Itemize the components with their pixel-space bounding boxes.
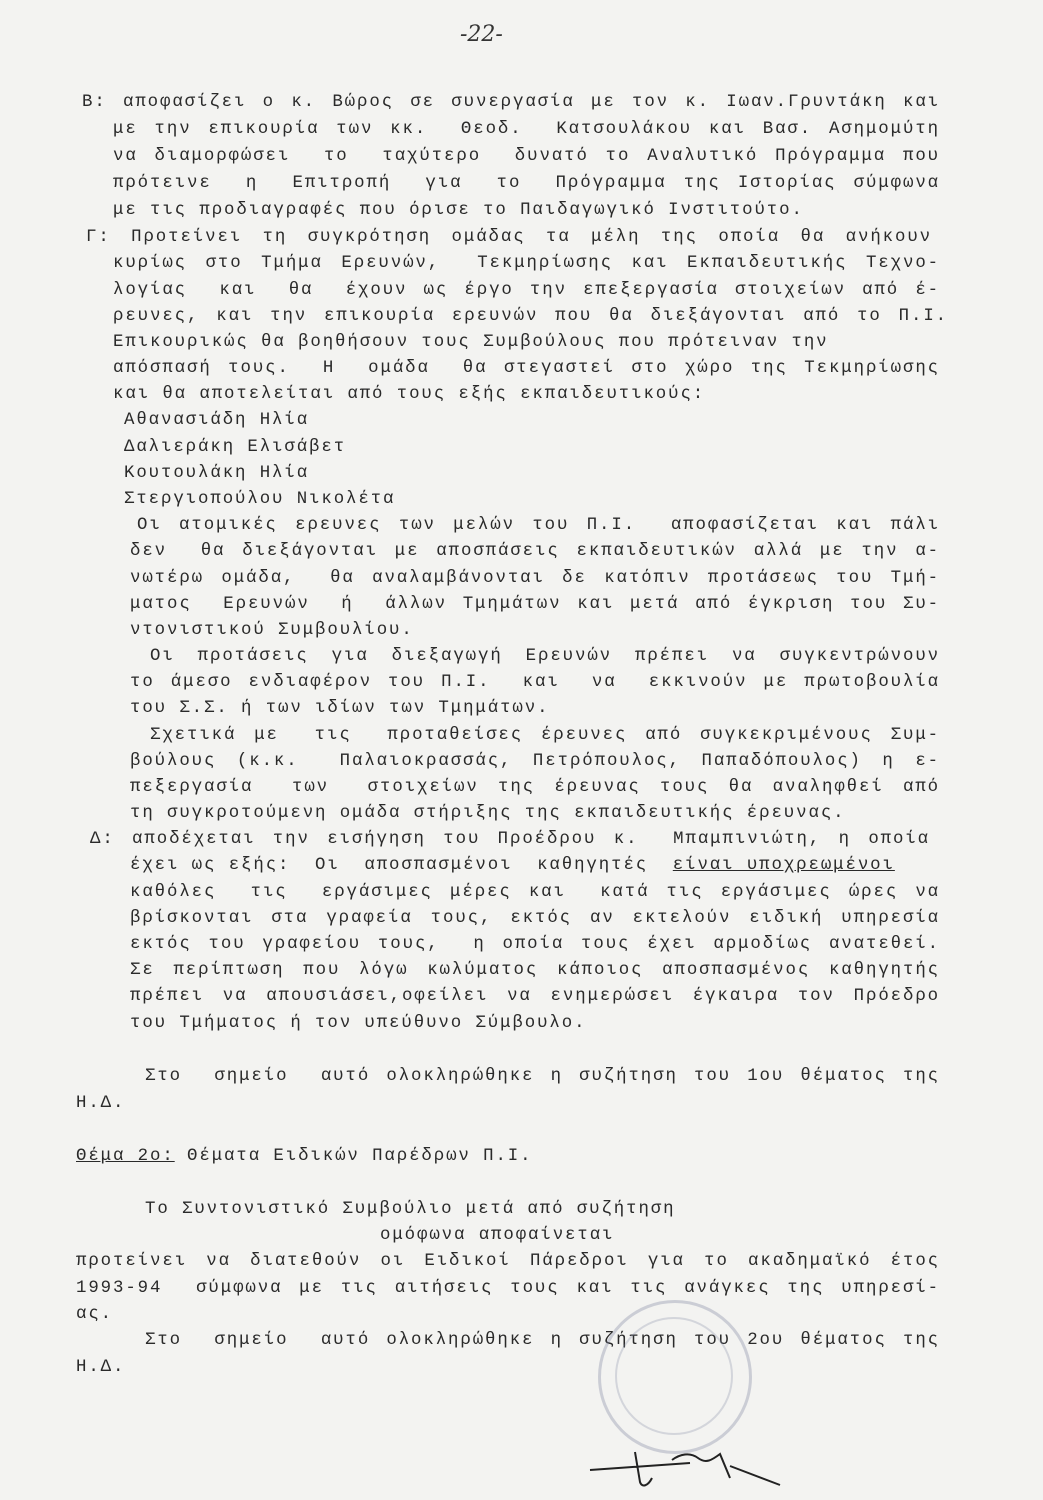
text-line: εκτός του γραφείου τους, η οποία τους έχει αρμοδίως ανατεθεί. (130, 935, 940, 954)
text-line: Σε περίπτωση που λόγω κωλύματος κάποιος αποσπασμένος καθηγητής (130, 961, 940, 980)
text-line: Γ: Προτείνει τη συγκρότηση ομάδας τα μέλη της οποία θα ανήκουν (86, 228, 932, 247)
text-line: απόσπασή τους. Η ομάδα θα στεγαστεί στο χώρο της Τεκμηρίωσης (113, 359, 940, 378)
text-segment: έχει ως εξής: Οι αποσπασμένοι καθηγητές (130, 856, 673, 875)
text-line: νωτέρω ομάδα, θα αναλαμβάνονται δε κατόπιν προτάσεως του Τμή- (130, 569, 940, 588)
text-line: το άμεσο ενδιαφέρον του Π.Ι. και να εκκινούν με πρωτοβουλία (130, 673, 940, 692)
page-number: -22- (460, 22, 503, 47)
text-line: του Τμήματος ή τον υπεύθυνο Σύμβουλο. (130, 1014, 587, 1033)
text-line: ας. (76, 1305, 114, 1324)
text-line: Δ: αποδέχεται την εισήγηση του Προέδρου κ. Μπαμπινιώτη, η οποία (90, 830, 930, 849)
member-name: Κουτουλάκη Ηλία (124, 464, 310, 483)
member-name: Δαλιεράκη Ελισάβετ (124, 438, 347, 457)
text-line: ματος Ερευνών ή άλλων Τμημάτων και μετά από έγκριση του Συ- (130, 595, 940, 614)
text-line: καθόλες τις εργάσιμες μέρες και κατά τις εργάσιμες ώρες να (130, 883, 940, 902)
text-line: πρέπει να απουσιάσει,οφείλει να ενημερώσει έγκαιρα τον Πρόεδρο (130, 987, 940, 1006)
member-name: Στεργιοπούλου Νικολέτα (124, 490, 396, 509)
text-line: πρότεινε η Επιτροπή για το Πρόγραμμα της Ιστορίας σύμφωνα (113, 174, 940, 193)
text-line: με την επικουρία των κκ. Θεοδ. Κατσουλάκου και Βασ. Ασημομύτη (113, 120, 940, 139)
text-line: Η.Δ. (76, 1094, 126, 1113)
text-line: βρίσκονται στα γραφεία τους, εκτός αν εκτελούν ειδική υπηρεσία (130, 909, 940, 928)
text-line: λογίας και θα έχουν ως έργο την επεξεργασία στοιχείων από έ- (113, 281, 940, 300)
text-line: του Σ.Σ. ή των ιδίων των Τμημάτων. (130, 699, 550, 718)
text-line: Σχετικά με τις προταθείσες έρευνες από συγκεκριμένους Συμ- (150, 726, 940, 745)
text-line (130, 855, 940, 877)
text-line: Οι προτάσεις για διεξαγωγή Ερευνών πρέπει να συγκεντρώνουν (150, 647, 940, 666)
text-line: ντονιστικού Συμβουλίου. (130, 621, 414, 640)
text-line: Β: αποφασίζει ο κ. Βώρος σε συνεργασία με τον κ. Ιωαν.Γρυντάκη και (82, 93, 940, 112)
text-line: δεν θα διεξάγονται με αποσπάσεις εκπαιδευτικών αλλά με την α- (130, 542, 940, 561)
underlined-phrase: είναι υποχρεωμένοι (672, 856, 895, 875)
text-line: και θα αποτελείται από τους εξής εκπαιδευτικούς: (113, 385, 706, 404)
text-line: κυρίως στο Τμήμα Ερευνών, Τεκμηρίωσης και Εκπαιδευτικής Τεχνο- (113, 254, 940, 273)
text-line: προτείνει να διατεθούν οι Ειδικοί Πάρεδροι για το ακαδημαϊκό έτος (76, 1252, 940, 1271)
member-name: Αθανασιάδη Ηλία (124, 411, 310, 430)
text-line: βούλους (κ.κ. Παλαιοκρασσάς, Πετρόπουλος, Παπαδόπουλος) η ε- (130, 752, 940, 771)
text-line: Οι ατομικές ερευνες των μελών του Π.Ι. αποφασίζεται και πάλι (137, 516, 940, 535)
signature (580, 1430, 790, 1490)
text-line: Στο σημείο αυτό ολοκληρώθηκε η συζήτηση του 1ου θέματος της (145, 1067, 940, 1086)
topic-heading (76, 1146, 940, 1168)
text-line: Η.Δ. (76, 1358, 126, 1377)
topic-label: Θέμα 2ο: (76, 1147, 175, 1166)
text-line: πεξεργασία των στοιχείων της έρευνας τους θα αναληφθεί από (130, 778, 940, 797)
text-line: Στο σημείο αυτό ολοκληρώθηκε η συζήτηση του 2ου θέματος της (145, 1331, 940, 1350)
text-line: Το Συντονιστικό Συμβούλιο μετά από συζήτηση (145, 1200, 676, 1219)
text-line: 1993-94 σύμφωνα με τις αιτήσεις τους και τις ανάγκες της υπηρεσί- (76, 1279, 940, 1298)
text-line: με τις προδιαγραφές που όρισε το Παιδαγωγικό Ινστιτούτο. (113, 201, 804, 220)
text-line: ρευνες, και την επικουρία ερευνών που θα διεξάγονται από το Π.Ι. (113, 307, 948, 326)
text-line: τη συγκροτούμενη ομάδα στήριξης της εκπαιδευτικής έρευνας. (130, 804, 846, 823)
text-line: να διαμορφώσει το ταχύτερο δυνατό το Αναλυτικό Πρόγραμμα που (113, 147, 940, 166)
topic-title: Θέματα Ειδικών Παρέδρων Π.Ι. (174, 1147, 533, 1166)
text-line: ομόφωνα αποφαίνεται (380, 1226, 615, 1245)
text-line: Επικουρικώς θα βοηθήσουν τους Συμβούλους που πρότειναν την (113, 333, 829, 352)
